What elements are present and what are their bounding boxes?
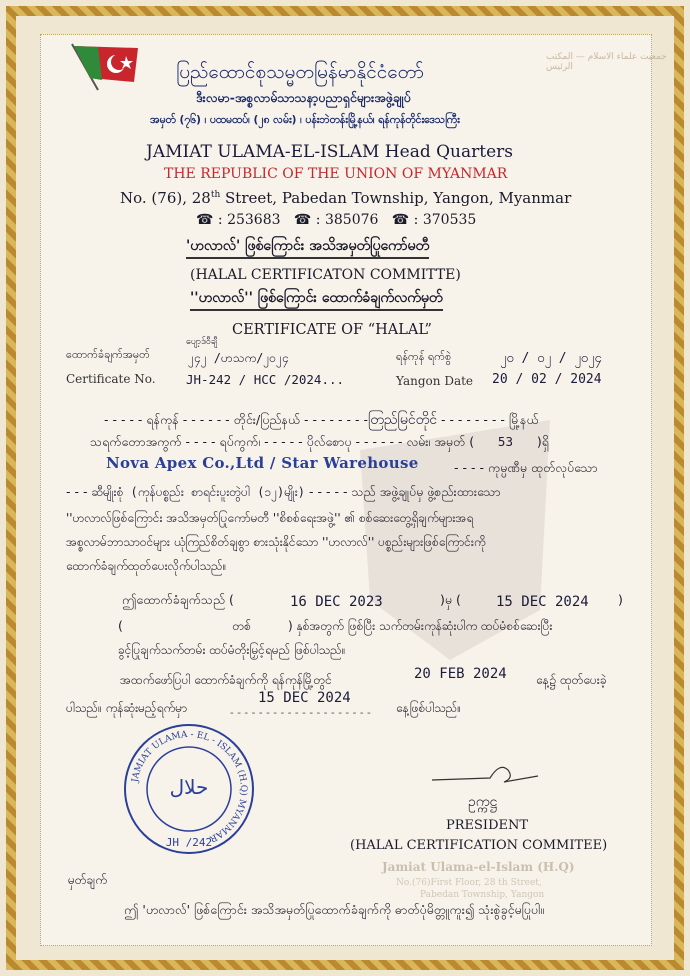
cert-no-label-english: Certificate No. (66, 372, 156, 386)
issue-text: အထက်ဖော်ပြပါ ထောက်ခံချက်ကို ရန်ကုန်မြို့တွင် (120, 673, 332, 687)
faint-arabic-seal: جمعیت علماء الاسلام — المکتب الرئیس (546, 52, 667, 72)
body-row-3-suffix: - - - - ကုမ္ပဏီမှ ထုတ်လုပ်သော (454, 460, 598, 475)
expiry-text: ပါသည်။ ကုန်ဆုံးမည့်ရက်မှာ (66, 701, 188, 715)
telephone-icon: ☎ (196, 212, 214, 228)
cert-no-value-english: JH-242 / HCC /2024... (186, 372, 345, 387)
expiry-text-suffix: နေ့ဖြစ်ပါသည်။ (396, 701, 462, 715)
body-row-2: သရက်တောအကွက် - - - - ရပ်ကွက်၊ - - - - - ပိုလ်စောပု - - - - - - လမ်း၊ အမှတ် ( 53 )ရှိ (90, 434, 549, 449)
valid-from-date: 16 DEC 2023 (290, 594, 383, 610)
validity-close: ) (618, 592, 623, 607)
committee-signature-english: (HALAL CERTIFICATION COMMITEE) (350, 838, 608, 853)
issue-text-suffix: နေ့၌ ထုတ်ပေးခဲ့ (536, 673, 607, 687)
validity-to-label: )မှ ( (440, 592, 461, 607)
committee-english: (HALAL CERTIFICATON COMMITTE) (190, 267, 461, 283)
company-name: Nova Apex Co.,Ltd / Star Warehouse (106, 454, 419, 472)
telephone-icon: ☎ (293, 212, 312, 228)
duration-value: တစ် (232, 618, 252, 633)
expiry-date: 15 DEC 2024 (258, 690, 351, 706)
duration-text: ) နှစ်အတွက် ဖြစ်ပြီး သက်တမ်းကုန်ဆုံးပါက ထပ်မံစစ်ဆေးပြီး (288, 619, 553, 633)
cert-no-label-myanmar: ထောက်ခံချက်အမှတ် (66, 348, 150, 361)
svg-text:JAMIAT ULAMA - EL - ISLAM (H.Q: JAMIAT ULAMA - EL - ISLAM (H.Q) MYANMAR (130, 729, 249, 844)
svg-text:JH /242: JH /242 (165, 836, 213, 849)
cert-no-superscript: ပျော့ဒ်ဝီချီ (186, 337, 218, 347)
header-address-myanmar: အမှတ် (၇၆) ၊ ပထမထပ်၊ (၂၈ လမ်း) ၊ ပန်းဘဲတန်းမြို့နယ်၊ ရန်ကုန်တိုင်းဒေသကြီး (150, 114, 460, 126)
header-line-myanmar-1: ပြည်ထောင်စုသမ္မတမြန်မာနိုင်ငံတော် (176, 61, 424, 83)
note-label: မှတ်ချက် (68, 873, 107, 887)
duration-open: ( (118, 618, 123, 633)
address-english: No. (76), 28th Street, Pabedan Township, Yangon, Myanmar (120, 189, 572, 207)
telephone-icon: ☎ (391, 212, 410, 228)
body-row-5: ''ဟလာလ်ဖြစ်ကြောင်း အသိအမှတ်ပြုကော်မတီ ''စိစစ်ရေးအဖွဲ့'' ၏ စစ်ဆေးတွေ့ရှိချက်များအရ (66, 511, 474, 525)
president-title-english: PRESIDENT (446, 818, 529, 833)
republic-name: THE REPUBLIC OF THE UNION OF MYANMAR (164, 166, 508, 182)
date-value-myanmar: ၂၀ / ၀၂ / ၂၀၂၄ (500, 351, 602, 366)
validity-label: ဤထောက်ခံချက်သည် ( (122, 592, 234, 607)
body-row-6: အစ္စလာမ်ဘာသာဝင်များ ယုံကြည်စိတ်ချစွာ စားသုံးနိုင်သော ''ဟလာလ်'' ပစ္စည်းများဖြစ်ကြောင်းကို (66, 535, 486, 549)
flag-logo-icon (68, 42, 144, 92)
phone-numbers: ☎ : 253683 ☎ : 385076 ☎ : 370535 (196, 212, 477, 228)
note-text: ဤ 'ဟလာလ်' ဖြစ်ကြောင်း အသိအမှတ်ပြုထောက်ခံချက်ကို ဓာတ်ပုံမိတ္တူကူး၍ သုံးစွဲခွင့်မပြုပါ။ (124, 902, 544, 917)
renewal-text: ခွင့်ပြုချက်သက်တမ်း ထပ်မံတိုးမြှင့်ရမည် ဖြစ်ပါသည်။ (118, 643, 346, 657)
watermark-line-3: Pabedan Township, Yangon (420, 890, 545, 900)
president-title-myanmar: ဥက္ကဋ္ဌ (468, 794, 498, 810)
cert-no-value-myanmar: ၂၄၂ /ဟသက/၂၀၂၄ (188, 351, 289, 365)
header-line-myanmar-2: ဒီးလမာ-အစ္စလာမ်သာသနာ့ပညာရှင်များအဖွဲ့ချုပ် (196, 90, 411, 105)
certificate-title-english: CERTIFICATE OF “HALAL” (232, 322, 432, 338)
expiry-dash-line: - - - - - - - - - - - - - - - - - - - - (230, 706, 371, 719)
watermark-line-2: No.(76)First Floor, 28 th Street, (396, 878, 542, 888)
committee-myanmar: 'ဟလာလ်' ဖြစ်ကြောင်း အသိအမှတ်ပြုကော်မတီ (186, 236, 429, 259)
president-signature-icon (430, 760, 540, 788)
body-row-7: ထောက်ခံချက်ထုတ်ပေးလိုက်ပါသည်။ (66, 559, 227, 573)
watermark-line-1: Jamiat Ulama-el-Islam (H.Q) (382, 860, 575, 874)
svg-text:حلال: حلال (169, 775, 209, 799)
date-label-english: Yangon Date (396, 374, 474, 388)
issue-date: 20 FEB 2024 (414, 666, 507, 682)
date-value-english: 20 / 02 / 2024 (492, 372, 602, 387)
valid-to-date: 15 DEC 2024 (496, 594, 589, 610)
org-name-english: JAMIAT ULAMA-EL-ISLAM Head Quarters (146, 142, 514, 162)
certificate-title-myanmar: ''ဟလာလ်'' ဖြစ်ကြောင်း ထောက်ခံချက်လက်မှတ် (190, 288, 443, 311)
body-row-1: - - - - - ရန်ကုန် - - - - - - တိုင်း/ပြည်နယ် - - - - - - - -တြည်မြင်တိုင် - - - - - - - - မြို့နယ် (104, 412, 539, 428)
body-row-4: - - - ဆီမျိုးစုံ (ကုန်ပစ္စည်း စာရင်းပူးတွဲပါ (၁၂)မျိုး) - - - - - သည် အဖွဲ့ချုပ်မှ ဖွဲ့စည်းထားသော (66, 484, 501, 499)
date-label-myanmar: ရန်ကုန် ရက်စွဲ (396, 350, 452, 363)
official-stamp-icon (122, 722, 256, 856)
